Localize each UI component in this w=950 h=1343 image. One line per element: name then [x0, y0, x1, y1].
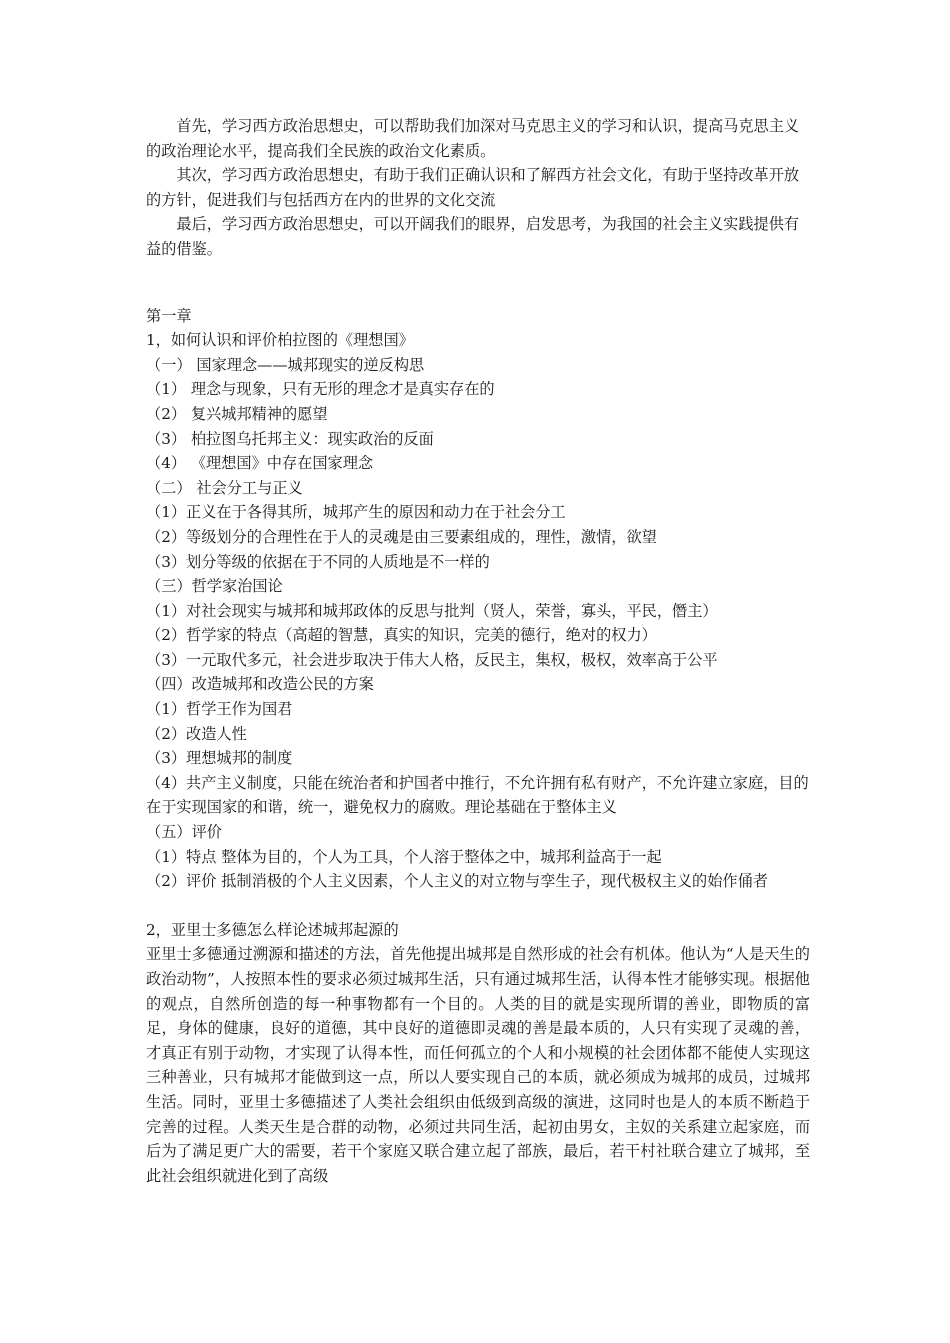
section-spacer: [146, 894, 810, 918]
question-2-answer: 亚里士多德通过溯源和描述的方法，首先他提出城邦是自然形成的社会有机体。他认为“人是天生的政治动物”，人按照本性的要求必须过城邦生活，只有通过城邦生活，认得本性才能够实现。根据他的观点，自然所创造的每一种事物都有一个目的。人类的目的就是实现所谓的善业，即物质的富足，身体的健康，良好的道德，其中良好的道德即灵魂的善是最本质的，人只有实现了灵魂的善，才真正有别于动物，才实现了认得本性，而任何孤立的个人和小规模的社会团体都不能使人实现这三种善业，只有城邦才能做到这一点，所以人要实现自己的本质，就必须成为城邦的成员，过城邦生活。同时，亚里士多德描述了人类社会组织由低级到高级的演进，这同时也是人的本质不断趋于完善的过程。人类天生是合群的动物，必须过共同生活，起初由男女，主奴的关系建立起家庭，而后为了满足更广大的需要，若干个家庭又联合建立起了部族，最后，若干村社联合建立了城邦，至此社会组织就进化到了高级: [146, 945, 810, 1185]
outline-line: （3）一元取代多元，社会进步取决于伟大人格，反民主，集权，极权，效率高于公平: [146, 650, 718, 669]
outline-line: （2）等级划分的合理性在于人的灵魂是由三要素组成的，理性，激情，欲望: [146, 527, 657, 546]
outline-line: （4） 《理想国》中存在国家理念: [146, 454, 374, 473]
outline-line: （二） 社会分工与正义: [146, 478, 303, 497]
outline-line: （一） 国家理念——城邦现实的逆反构思: [146, 355, 425, 374]
question-1-title: 1，如何认识和评价柏拉图的《理想国》: [146, 331, 414, 350]
question-2-title: 2，亚里士多德怎么样论述城邦起源的: [146, 920, 399, 939]
section-spacer: [146, 262, 810, 304]
intro-paragraph-2: 其次，学习西方政治思想史，有助于我们正确认识和了解西方社会文化，有助于坚持改革开放的方针，促进我们与包括西方在内的世界的文化交流: [146, 166, 800, 209]
outline-line: （1）正义在于各得其所，城邦产生的原因和动力在于社会分工: [146, 503, 566, 522]
outline-line: （四）改造城邦和改造公民的方案: [146, 675, 374, 694]
outline-line: （2）改造人性: [146, 724, 247, 743]
outline-line: （3） 柏拉图乌托邦主义：现实政治的反面: [146, 429, 434, 448]
evaluation-point-2: （2）评价 抵制消极的个人主义因素，个人主义的对立物与孪生子，现代极权主义的始作俑者: [146, 872, 768, 891]
outline-line: （2） 复兴城邦精神的愿望: [146, 404, 328, 423]
outline-line: （3）划分等级的依据在于不同的人质地是不一样的: [146, 552, 490, 571]
outline-item-communism: （4）共产主义制度，只能在统治者和护国者中推行，不允许拥有私有财产，不允许建立家庭，目的在于实现国家的和谐，统一，避免权力的腐败。理论基础在于整体主义: [146, 773, 809, 817]
evaluation-heading: （五）评价: [146, 823, 222, 842]
intro-paragraph-1: 首先，学习西方政治思想史，可以帮助我们加深对马克思主义的学习和认识，提高马克思主义的政治理论水平，提高我们全民族的政治文化素质。: [146, 117, 800, 160]
evaluation-point-1: （1）特点 整体为目的，个人为工具，个人溶于整体之中，城邦利益高于一起: [146, 847, 662, 866]
chapter-title: 第一章: [146, 306, 192, 325]
outline-line: （3）理想城邦的制度: [146, 749, 293, 768]
outline-line: （三）哲学家治国论: [146, 577, 283, 596]
outline-line: （1） 理念与现象，只有无形的理念才是真实存在的: [146, 380, 495, 399]
outline-line: （1）对社会现实与城邦和城邦政体的反思与批判（贤人，荣誉，寡头，平民，僭主）: [146, 601, 718, 620]
outline-line: （1）哲学王作为国君: [146, 700, 293, 719]
outline-line: （2）哲学家的特点（高超的智慧，真实的知识，完美的德行，绝对的权力）: [146, 626, 657, 645]
document-content: [146, 114, 810, 1188]
intro-paragraph-3: 最后，学习西方政治思想史，可以开阔我们的眼界，启发思考，为我国的社会主义实践提供有益的借鉴。: [146, 215, 800, 258]
